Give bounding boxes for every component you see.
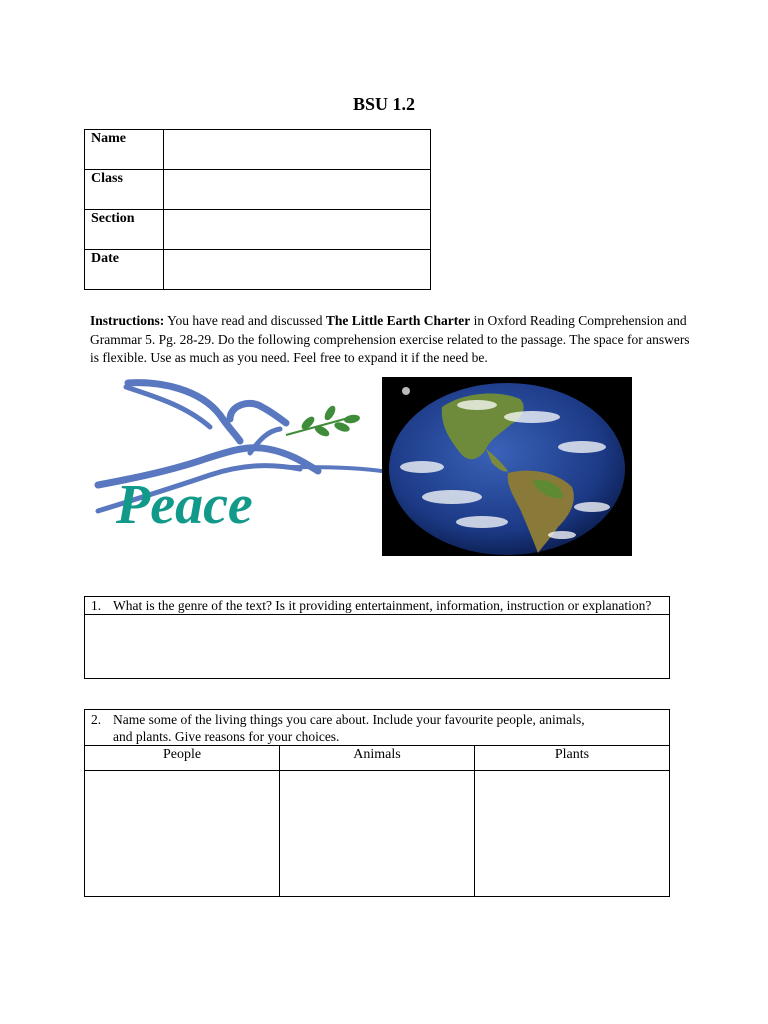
earth-globe-image bbox=[382, 377, 632, 556]
animals-answer-cell[interactable] bbox=[280, 771, 474, 896]
column-header-plants: Plants bbox=[475, 746, 669, 771]
info-label: Class bbox=[85, 170, 164, 210]
info-label: Date bbox=[85, 250, 164, 290]
question-2-header bbox=[85, 710, 669, 746]
instructions-text: You have read and discussed bbox=[164, 313, 326, 328]
info-label: Name bbox=[85, 130, 164, 170]
plants-column bbox=[475, 746, 669, 896]
info-row-date bbox=[85, 250, 431, 290]
earth-globe-icon bbox=[382, 377, 632, 556]
instructions-paragraph bbox=[90, 312, 690, 368]
question-2-text-line2: and plants. Give reasons for your choices. bbox=[113, 729, 340, 744]
book-title: The Little Earth Charter bbox=[325, 313, 471, 328]
question-1-answer-area[interactable] bbox=[85, 615, 669, 679]
info-row-section bbox=[85, 210, 431, 250]
instructions-text: in Oxford Reading Comprehension and Grammar 5. Pg. 28-29. Do the following comprehension exercise related to the passage. The space for answers is flexible. Use as much as you need. Feel free to expand it if the need be. bbox=[90, 313, 690, 365]
peace-logo-text: Peace bbox=[116, 474, 253, 536]
section-field[interactable] bbox=[164, 210, 431, 250]
animals-column bbox=[280, 746, 475, 896]
instructions-lead: Instructions: bbox=[90, 313, 165, 328]
question-number: 1. bbox=[91, 598, 102, 613]
question-1-header bbox=[85, 597, 669, 615]
page-title: BSU 1.2 bbox=[352, 94, 415, 114]
plants-answer-cell[interactable] bbox=[475, 771, 669, 896]
question-2-box bbox=[84, 709, 670, 897]
dove-with-olive-branch-icon bbox=[90, 375, 385, 560]
people-answer-cell[interactable] bbox=[85, 771, 279, 896]
question-1-box bbox=[84, 596, 670, 679]
column-header-animals: Animals bbox=[280, 746, 474, 771]
peace-logo bbox=[90, 375, 385, 560]
info-label: Section bbox=[85, 210, 164, 250]
student-info-table bbox=[84, 129, 431, 290]
question-number: 2. bbox=[91, 712, 102, 727]
name-field[interactable] bbox=[164, 130, 431, 170]
info-row-class bbox=[85, 170, 431, 210]
question-2-answer-table bbox=[85, 746, 669, 896]
people-column bbox=[85, 746, 280, 896]
question-1-text: What is the genre of the text? Is it providing entertainment, information, instruction or explanation? bbox=[113, 598, 652, 613]
class-field[interactable] bbox=[164, 170, 431, 210]
info-row-name bbox=[85, 130, 431, 170]
date-field[interactable] bbox=[164, 250, 431, 290]
column-header-people: People bbox=[85, 746, 279, 771]
question-2-text-line1: Name some of the living things you care about. Include your favourite people, animals, bbox=[113, 712, 585, 727]
